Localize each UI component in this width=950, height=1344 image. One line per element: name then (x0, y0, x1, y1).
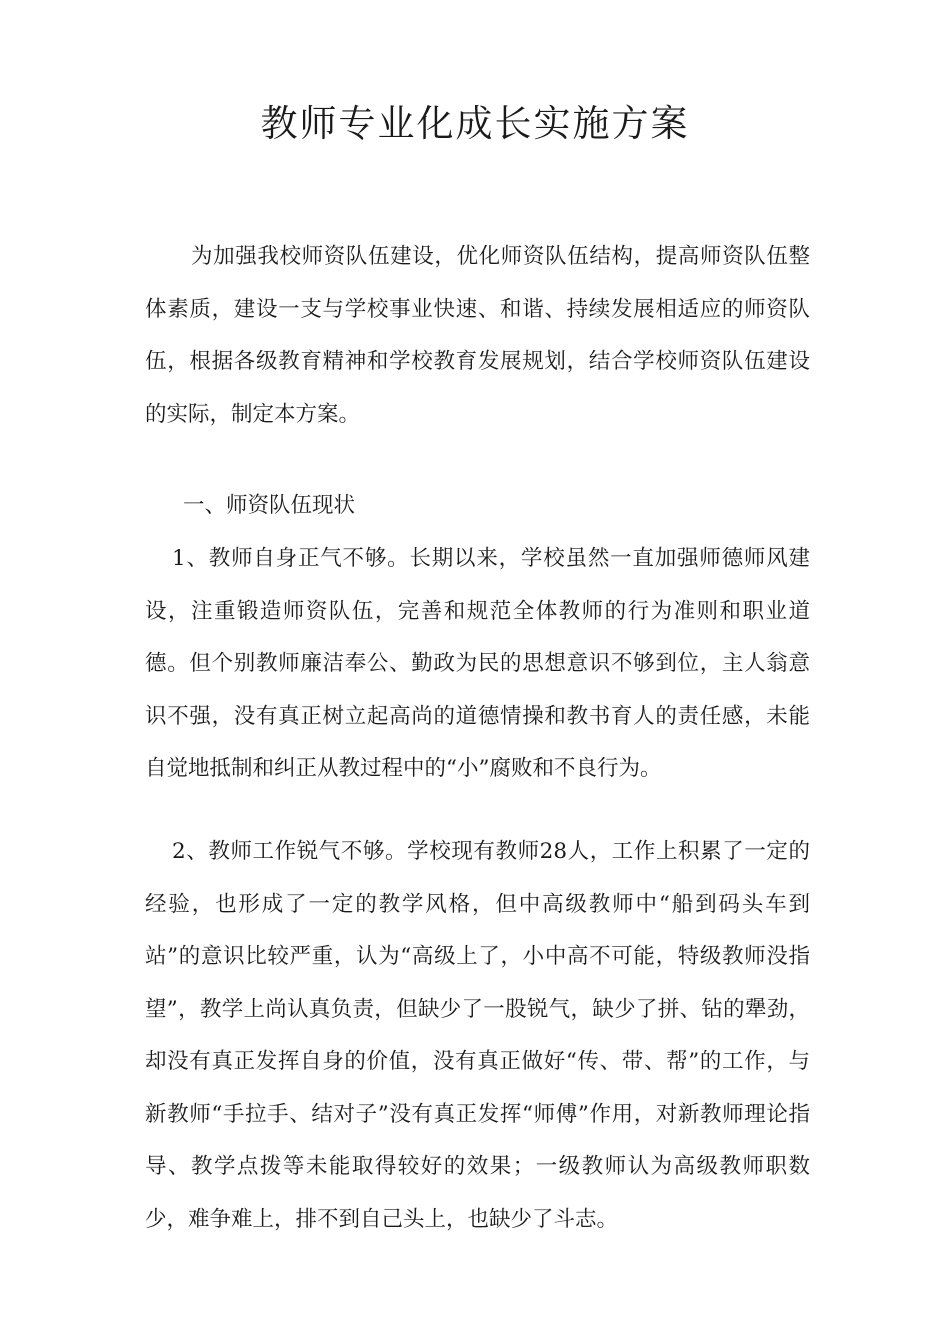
intro-paragraph: 为加强我校师资队伍建设，优化师资队伍结构，提高师资队伍整体素质，建设一支与学校事业快速、和谐、持续发展相适应的师资队伍，根据各级教育精神和学校教育发展规划，结合学校师资队伍建设的实际，制定本方案。 (145, 244, 810, 427)
section-heading-status: 一、师资队伍现状 (183, 493, 356, 518)
point-2-paragraph: 2、教师工作锐气不够。学校现有教师28人，工作上积累了一定的经验，也形成了一定的教学风格，但中高级教师中“船到码头车到站”的意识比较严重，认为“高级上了，小中高不可能，特级教师没指望”，教学上尚认真负责，但缺少了一股锐气，缺少了拼、钻的犟劲，却没有真正发挥自身的价值，没有真正做好“传、带、帮”的工作，与新教师“手拉手、结对子”没有真正发挥“师傅”作用，对新教师理论指导、教学点拨等未能取得较好的效果；一级教师认为高级教师职数少，难争难上，排不到自己头上，也缺少了斗志。 (145, 839, 810, 1232)
document-title: 教师专业化成长实施方案 (260, 102, 690, 145)
point-1-paragraph: 1、教师自身正气不够。长期以来，学校虽然一直加强师德师风建设，注重锻造师资队伍，完善和规范全体教师的行为准则和职业道德。但个别教师廉洁奉公、勤政为民的思想意识不够到位，主人翁意识不强，没有真正树立起高尚的道德情操和教书育人的责任感，未能自觉地抵制和纠正从教过程中的“小”腐败和不良行为。 (145, 546, 810, 781)
